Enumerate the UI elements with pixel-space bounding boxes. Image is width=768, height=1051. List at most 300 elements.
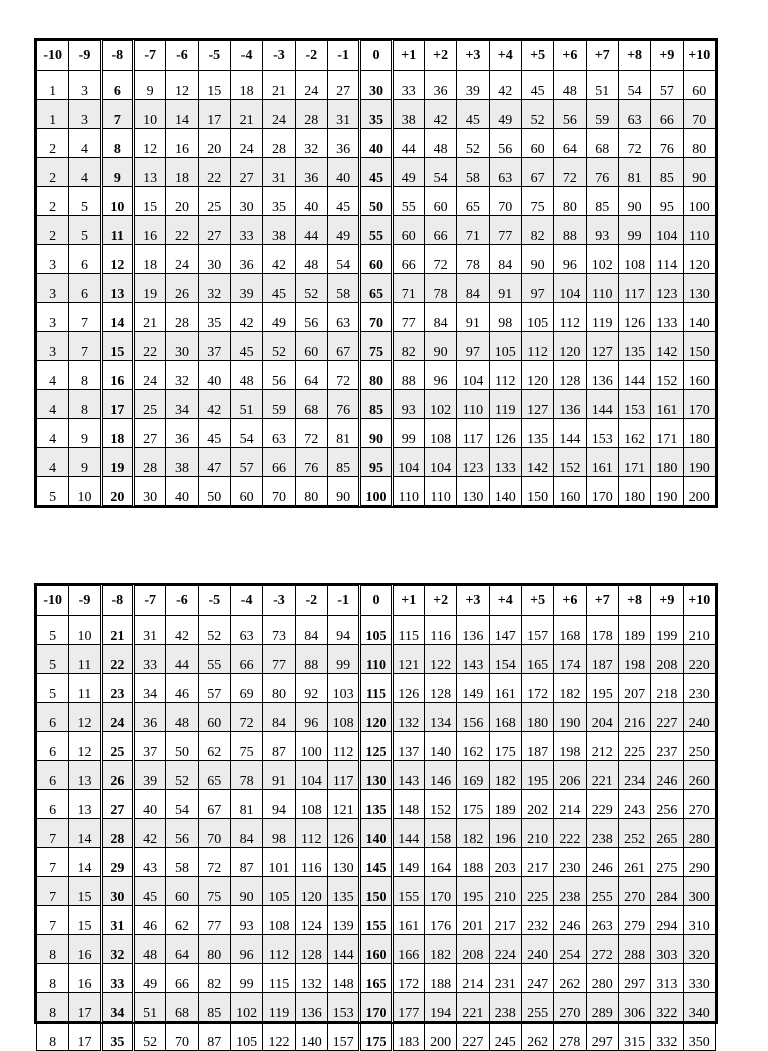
table-cell: 144: [586, 390, 618, 419]
table-cell: 110: [586, 274, 618, 303]
table-cell: 16: [69, 964, 101, 993]
table-cell: 40: [133, 790, 165, 819]
table-cell: 119: [586, 303, 618, 332]
table-cell: 234: [618, 761, 650, 790]
table-cell: 22: [166, 216, 198, 245]
table-cell: 104: [457, 361, 489, 390]
table-cell: 294: [651, 906, 683, 935]
table-cell: 2: [37, 216, 69, 245]
table-cell: 56: [263, 361, 295, 390]
table-cell: 112: [489, 361, 521, 390]
table-cell: 7: [37, 906, 69, 935]
table-cell: 198: [554, 732, 586, 761]
table-cell: 117: [457, 419, 489, 448]
table-cell: 217: [521, 848, 553, 877]
table-cell: 320: [683, 935, 715, 964]
table-cell: 36: [166, 419, 198, 448]
table-cell: 206: [554, 761, 586, 790]
column-header: +10: [683, 586, 715, 616]
table-cell: 66: [651, 100, 683, 129]
table-cell: 66: [424, 216, 456, 245]
table-cell: 2: [37, 158, 69, 187]
table-cell: 52: [263, 332, 295, 361]
table-cell: 54: [618, 71, 650, 100]
table-cell: 87: [198, 1022, 230, 1051]
table-row: [37, 906, 716, 935]
table-cell: 155: [392, 877, 424, 906]
table-cell: 45: [230, 332, 262, 361]
table-cell: 63: [618, 100, 650, 129]
table-cell: 77: [198, 906, 230, 935]
table-cell: 297: [586, 1022, 618, 1051]
table-cell: 21: [230, 100, 262, 129]
table-row: [37, 187, 716, 216]
table-cell: 50: [360, 187, 392, 216]
table-cell: 133: [651, 303, 683, 332]
table-cell: 322: [651, 993, 683, 1022]
table-cell: 227: [457, 1022, 489, 1051]
table-row: [37, 674, 716, 703]
table-cell: 36: [133, 703, 165, 732]
table-cell: 25: [133, 390, 165, 419]
table-cell: 2: [37, 187, 69, 216]
table-cell: 238: [554, 877, 586, 906]
table-cell: 263: [586, 906, 618, 935]
table-cell: 100: [360, 477, 392, 506]
table-cell: 116: [424, 616, 456, 645]
table-cell: 58: [166, 848, 198, 877]
table-cell: 28: [263, 129, 295, 158]
table-cell: 60: [166, 877, 198, 906]
table-cell: 60: [521, 129, 553, 158]
table-cell: 315: [618, 1022, 650, 1051]
table-cell: 50: [198, 477, 230, 506]
table-cell: 208: [457, 935, 489, 964]
table-cell: 31: [101, 906, 133, 935]
table-cell: 105: [521, 303, 553, 332]
table-cell: 21: [263, 71, 295, 100]
table-cell: 6: [69, 274, 101, 303]
column-header: -2: [295, 586, 327, 616]
table-cell: 199: [651, 616, 683, 645]
table-cell: 120: [554, 332, 586, 361]
table-cell: 148: [392, 790, 424, 819]
table-cell: 85: [360, 390, 392, 419]
table-cell: 44: [392, 129, 424, 158]
table-cell: 3: [37, 303, 69, 332]
table-cell: 11: [101, 216, 133, 245]
table-cell: 195: [521, 761, 553, 790]
table-cell: 46: [133, 906, 165, 935]
table-cell: 73: [263, 616, 295, 645]
table-cell: 201: [457, 906, 489, 935]
table-cell: 7: [37, 819, 69, 848]
table-cell: 17: [198, 100, 230, 129]
table-cell: 31: [133, 616, 165, 645]
table-row: [37, 100, 716, 129]
table-cell: 166: [392, 935, 424, 964]
table-row: [37, 877, 716, 906]
table-cell: 84: [263, 703, 295, 732]
table-cell: 52: [295, 274, 327, 303]
table-row: [37, 477, 716, 506]
table-cell: 91: [489, 274, 521, 303]
table-cell: 104: [651, 216, 683, 245]
table-cell: 133: [489, 448, 521, 477]
table-cell: 18: [166, 158, 198, 187]
table-cell: 58: [327, 274, 359, 303]
table-cell: 90: [618, 187, 650, 216]
table-cell: 12: [69, 703, 101, 732]
table-cell: 40: [295, 187, 327, 216]
table-cell: 112: [554, 303, 586, 332]
table-cell: 187: [521, 732, 553, 761]
table-cell: 203: [489, 848, 521, 877]
table-cell: 98: [263, 819, 295, 848]
table-cell: 16: [133, 216, 165, 245]
table-cell: 145: [360, 848, 392, 877]
table-cell: 9: [69, 419, 101, 448]
table-cell: 177: [392, 993, 424, 1022]
table-cell: 175: [457, 790, 489, 819]
table-cell: 80: [360, 361, 392, 390]
table-cell: 34: [133, 674, 165, 703]
table-row: [37, 703, 716, 732]
table-cell: 247: [521, 964, 553, 993]
table-cell: 27: [327, 71, 359, 100]
table-cell: 84: [424, 303, 456, 332]
table-cell: 157: [327, 1022, 359, 1051]
column-header: +6: [554, 41, 586, 71]
table-cell: 67: [198, 790, 230, 819]
table-cell: 122: [263, 1022, 295, 1051]
table-cell: 120: [295, 877, 327, 906]
table-cell: 72: [230, 703, 262, 732]
table-cell: 19: [101, 448, 133, 477]
column-header: +7: [586, 41, 618, 71]
table-row: [37, 361, 716, 390]
grid-1: [36, 40, 716, 506]
table-cell: 110: [392, 477, 424, 506]
table-cell: 99: [618, 216, 650, 245]
table-cell: 116: [295, 848, 327, 877]
table-cell: 15: [69, 906, 101, 935]
table-cell: 26: [166, 274, 198, 303]
table-cell: 29: [101, 848, 133, 877]
table-cell: 68: [586, 129, 618, 158]
table-cell: 252: [618, 819, 650, 848]
table-cell: 39: [133, 761, 165, 790]
column-header: +9: [651, 41, 683, 71]
column-header: +6: [554, 586, 586, 616]
table-cell: 168: [554, 616, 586, 645]
table-cell: 84: [489, 245, 521, 274]
table-cell: 8: [101, 129, 133, 158]
table-cell: 170: [424, 877, 456, 906]
table-cell: 136: [554, 390, 586, 419]
table-cell: 214: [554, 790, 586, 819]
table-cell: 64: [295, 361, 327, 390]
table-cell: 49: [392, 158, 424, 187]
table-row: [37, 274, 716, 303]
table-cell: 238: [586, 819, 618, 848]
table-cell: 15: [69, 877, 101, 906]
table-cell: 128: [554, 361, 586, 390]
table-cell: 60: [230, 477, 262, 506]
table-cell: 24: [263, 100, 295, 129]
column-header: +8: [618, 586, 650, 616]
table-cell: 112: [521, 332, 553, 361]
table-cell: 279: [618, 906, 650, 935]
table-cell: 38: [263, 216, 295, 245]
table-cell: 243: [618, 790, 650, 819]
column-header: +7: [586, 586, 618, 616]
table-cell: 76: [327, 390, 359, 419]
table-cell: 7: [69, 332, 101, 361]
table-cell: 221: [457, 993, 489, 1022]
table-cell: 56: [295, 303, 327, 332]
table-cell: 97: [521, 274, 553, 303]
table-cell: 124: [295, 906, 327, 935]
table-cell: 24: [101, 703, 133, 732]
table-cell: 91: [263, 761, 295, 790]
table-cell: 108: [295, 790, 327, 819]
table-cell: 170: [683, 390, 715, 419]
table-cell: 63: [489, 158, 521, 187]
table-cell: 218: [651, 674, 683, 703]
table-cell: 42: [263, 245, 295, 274]
table-cell: 35: [101, 1022, 133, 1051]
table-cell: 45: [133, 877, 165, 906]
table-row: [37, 245, 716, 274]
table-cell: 10: [69, 477, 101, 506]
table-cell: 120: [360, 703, 392, 732]
table-row: [37, 390, 716, 419]
table-cell: 340: [683, 993, 715, 1022]
table-cell: 175: [360, 1022, 392, 1051]
table-cell: 194: [424, 993, 456, 1022]
table-cell: 54: [166, 790, 198, 819]
table-cell: 12: [166, 71, 198, 100]
table-cell: 125: [360, 732, 392, 761]
table-cell: 290: [683, 848, 715, 877]
table-cell: 120: [521, 361, 553, 390]
table-cell: 171: [651, 419, 683, 448]
table-cell: 10: [69, 616, 101, 645]
table-cell: 130: [683, 274, 715, 303]
table-cell: 306: [618, 993, 650, 1022]
table-cell: 24: [133, 361, 165, 390]
table-cell: 99: [392, 419, 424, 448]
table-cell: 288: [618, 935, 650, 964]
table-cell: 144: [327, 935, 359, 964]
table-cell: 78: [457, 245, 489, 274]
table-cell: 126: [489, 419, 521, 448]
table-cell: 6: [37, 732, 69, 761]
table-cell: 70: [360, 303, 392, 332]
column-header: -4: [230, 586, 262, 616]
table-cell: 152: [554, 448, 586, 477]
table-cell: 4: [69, 158, 101, 187]
table-cell: 270: [554, 993, 586, 1022]
table-cell: 47: [198, 448, 230, 477]
table-cell: 261: [618, 848, 650, 877]
table-cell: 3: [69, 100, 101, 129]
table-cell: 120: [683, 245, 715, 274]
table-cell: 161: [489, 674, 521, 703]
table-cell: 13: [69, 790, 101, 819]
table-cell: 88: [295, 645, 327, 674]
table-cell: 85: [327, 448, 359, 477]
table-cell: 15: [133, 187, 165, 216]
table-cell: 165: [360, 964, 392, 993]
table-cell: 3: [37, 274, 69, 303]
table-cell: 154: [489, 645, 521, 674]
column-header: -9: [69, 586, 101, 616]
table-cell: 3: [37, 332, 69, 361]
table-cell: 117: [618, 274, 650, 303]
table-cell: 149: [392, 848, 424, 877]
table-cell: 140: [424, 732, 456, 761]
table-cell: 39: [457, 71, 489, 100]
table-cell: 3: [69, 71, 101, 100]
table-cell: 172: [521, 674, 553, 703]
table-cell: 27: [230, 158, 262, 187]
table-cell: 92: [295, 674, 327, 703]
table-cell: 221: [586, 761, 618, 790]
table-cell: 289: [586, 993, 618, 1022]
column-header: +3: [457, 586, 489, 616]
table-cell: 13: [69, 761, 101, 790]
table-cell: 156: [457, 703, 489, 732]
table-cell: 262: [521, 1022, 553, 1051]
table-cell: 99: [327, 645, 359, 674]
table-cell: 94: [327, 616, 359, 645]
table-cell: 81: [230, 790, 262, 819]
table-cell: 42: [230, 303, 262, 332]
table-cell: 76: [586, 158, 618, 187]
table-cell: 49: [133, 964, 165, 993]
column-header: -1: [327, 586, 359, 616]
column-header: -7: [133, 41, 165, 71]
table-cell: 6: [37, 790, 69, 819]
table-cell: 7: [37, 848, 69, 877]
table-cell: 63: [263, 419, 295, 448]
table-cell: 32: [101, 935, 133, 964]
table-cell: 57: [230, 448, 262, 477]
table-cell: 240: [521, 935, 553, 964]
table-cell: 25: [101, 732, 133, 761]
table-cell: 5: [69, 216, 101, 245]
table-cell: 142: [651, 332, 683, 361]
table-cell: 123: [651, 274, 683, 303]
table-cell: 137: [392, 732, 424, 761]
table-cell: 51: [230, 390, 262, 419]
table-cell: 5: [69, 187, 101, 216]
table-cell: 28: [101, 819, 133, 848]
table-cell: 33: [101, 964, 133, 993]
table-cell: 22: [101, 645, 133, 674]
table-cell: 57: [198, 674, 230, 703]
table-cell: 126: [392, 674, 424, 703]
table-cell: 260: [683, 761, 715, 790]
table-cell: 62: [198, 732, 230, 761]
table-cell: 40: [198, 361, 230, 390]
table-cell: 152: [651, 361, 683, 390]
table-cell: 30: [101, 877, 133, 906]
table-cell: 245: [489, 1022, 521, 1051]
table-cell: 8: [37, 993, 69, 1022]
table-cell: 45: [457, 100, 489, 129]
table-cell: 68: [166, 993, 198, 1022]
table-cell: 78: [230, 761, 262, 790]
table-row: [37, 964, 716, 993]
table-cell: 75: [521, 187, 553, 216]
table-cell: 240: [683, 703, 715, 732]
table-cell: 55: [360, 216, 392, 245]
table-cell: 17: [69, 993, 101, 1022]
table-cell: 182: [424, 935, 456, 964]
table-cell: 57: [651, 71, 683, 100]
table-cell: 31: [263, 158, 295, 187]
table-cell: 56: [554, 100, 586, 129]
table-cell: 99: [230, 964, 262, 993]
table-cell: 3: [37, 245, 69, 274]
table-cell: 65: [198, 761, 230, 790]
table-cell: 103: [327, 674, 359, 703]
table-cell: 196: [489, 819, 521, 848]
table-cell: 123: [457, 448, 489, 477]
table-cell: 112: [295, 819, 327, 848]
table-cell: 20: [198, 129, 230, 158]
table-cell: 180: [521, 703, 553, 732]
table-cell: 63: [327, 303, 359, 332]
column-header: -3: [263, 586, 295, 616]
table-cell: 75: [230, 732, 262, 761]
table-cell: 270: [683, 790, 715, 819]
table-cell: 54: [424, 158, 456, 187]
table-cell: 21: [101, 616, 133, 645]
column-header: -7: [133, 586, 165, 616]
table-cell: 161: [586, 448, 618, 477]
column-header: -5: [198, 41, 230, 71]
column-header: -8: [101, 586, 133, 616]
table-cell: 6: [37, 761, 69, 790]
table-cell: 164: [424, 848, 456, 877]
table-cell: 68: [295, 390, 327, 419]
table-cell: 330: [683, 964, 715, 993]
table-cell: 190: [683, 448, 715, 477]
table-cell: 130: [360, 761, 392, 790]
table-cell: 37: [133, 732, 165, 761]
table-cell: 98: [489, 303, 521, 332]
table-cell: 165: [521, 645, 553, 674]
table-cell: 140: [683, 303, 715, 332]
table-cell: 126: [618, 303, 650, 332]
table-cell: 135: [327, 877, 359, 906]
table-cell: 97: [457, 332, 489, 361]
table-row: [37, 732, 716, 761]
table-cell: 80: [263, 674, 295, 703]
table-cell: 93: [230, 906, 262, 935]
table-cell: 127: [586, 332, 618, 361]
table-cell: 38: [166, 448, 198, 477]
table-cell: 64: [166, 935, 198, 964]
table-cell: 96: [295, 703, 327, 732]
table-cell: 225: [521, 877, 553, 906]
table-cell: 48: [424, 129, 456, 158]
table-cell: 121: [327, 790, 359, 819]
